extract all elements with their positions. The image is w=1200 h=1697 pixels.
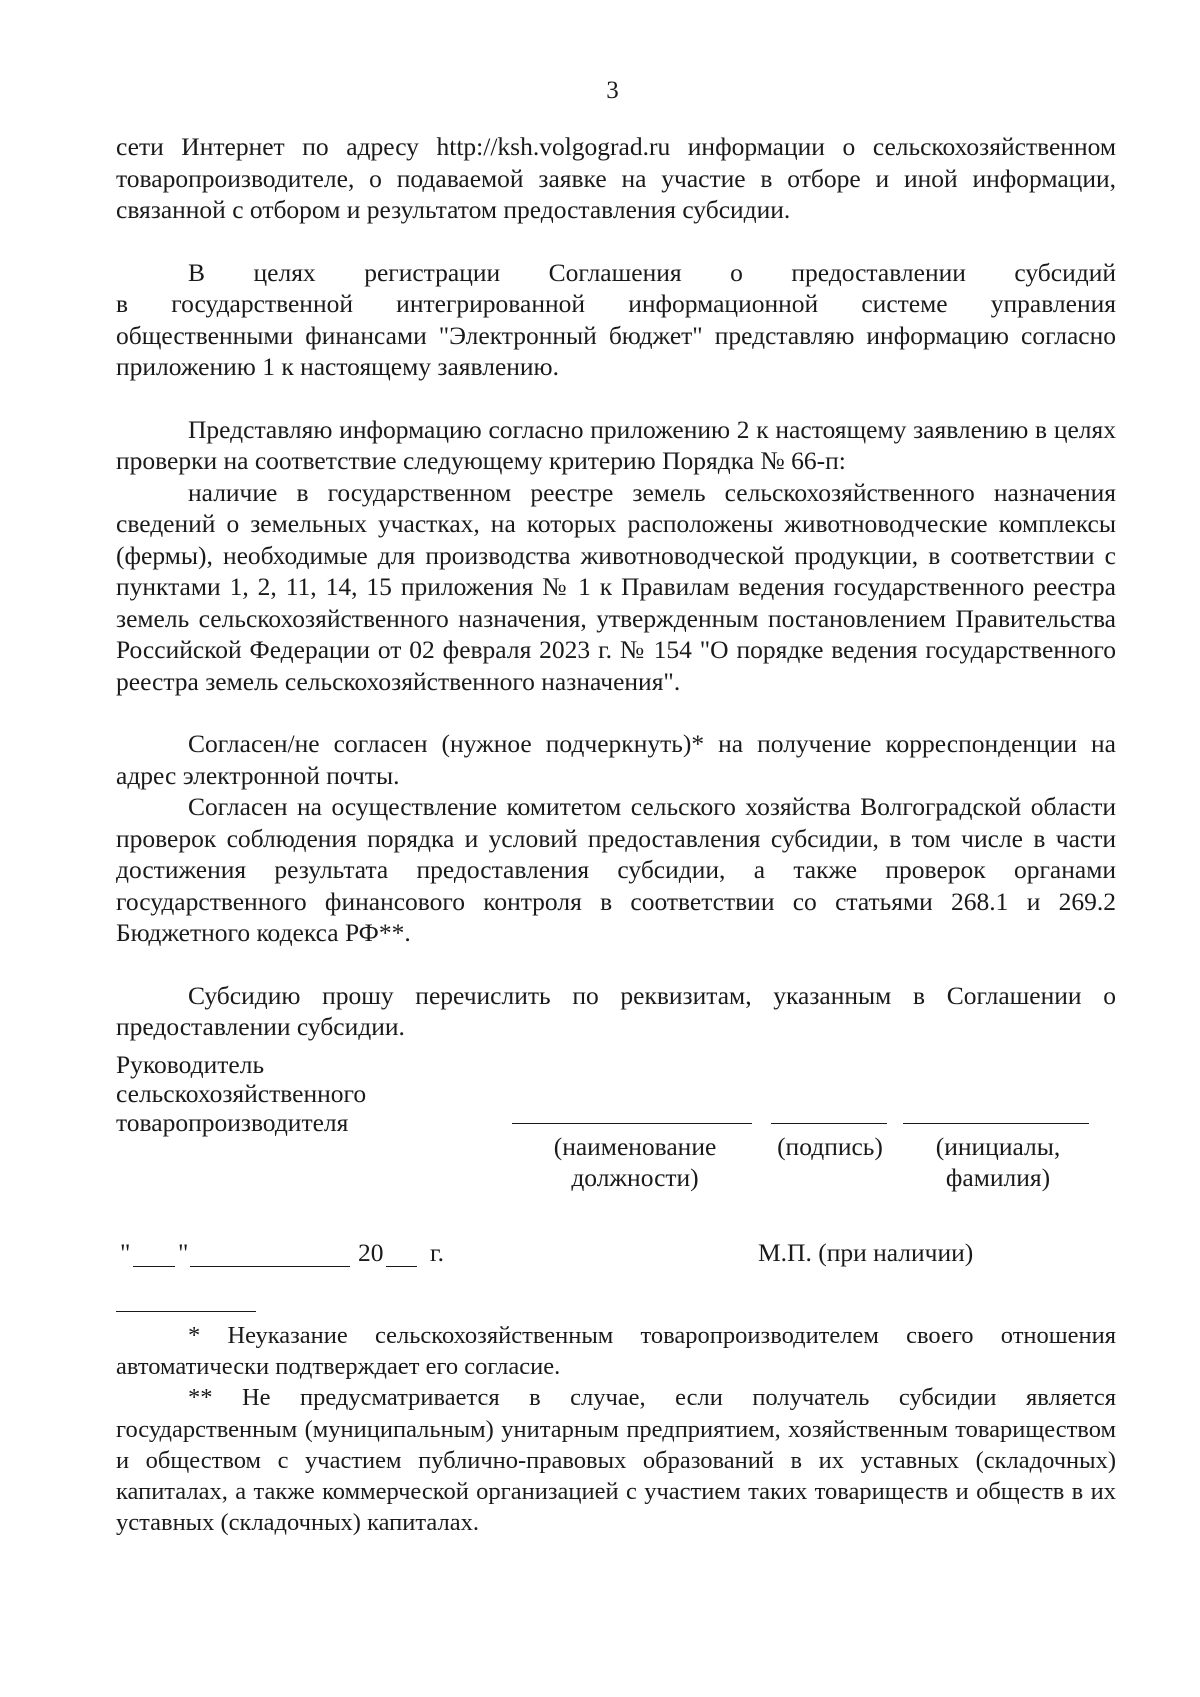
- name-signature-line: [903, 1123, 1089, 1124]
- signature-caption: [770, 1131, 890, 1162]
- date-open-quote: ": [120, 1238, 131, 1267]
- paragraph-transfer-request: Субсидию прошу перечислить по реквизитам, указанным в Соглашении о предоставлении субсидии.: [116, 980, 1116, 1041]
- footnotes: [116, 1320, 1116, 1538]
- paragraph-internet-info: сети Интернет по адресу http://ksh.volgograd.ru информации о сельскохозяйственном товаропроизводителе, о подаваемой заявке на участие в отборе и иной информации, связанной с отбором и результатом предоставления субсидии.: [116, 132, 1116, 224]
- page-number: 3: [606, 77, 619, 104]
- signature-line: [771, 1123, 887, 1124]
- footnote-separator: [116, 1311, 256, 1312]
- paragraph-registration-line2: в государственной интегрированной информационной системе управления: [116, 289, 1116, 318]
- date-day-line: [133, 1266, 175, 1267]
- position-signature-line: [512, 1123, 752, 1124]
- date-year-suffix: г.: [430, 1238, 444, 1267]
- paragraph-email-consent: Согласен/не согласен (нужное подчеркнуть)* на получение корреспонденции на адрес электронной почты.: [116, 729, 1116, 790]
- date-close-quote: ": [178, 1238, 189, 1267]
- signatory-label-line: сельскохозяйственного: [116, 1079, 367, 1108]
- signatory-label-line: товаропроизводителя: [116, 1108, 349, 1137]
- date-year-line: [386, 1266, 417, 1267]
- footnote-1: * Неуказание сельскохозяйственным товаропроизводителем своего отношения автоматически подтверждает его согласие.: [116, 1322, 1116, 1381]
- stamp-placeholder: М.П. (при наличии): [758, 1238, 974, 1267]
- position-caption-line: (наименование: [553, 1132, 717, 1161]
- name-caption-line: фамилия): [945, 1163, 1051, 1192]
- paragraph-appendix-2: Представляю информацию согласно приложению 2 к настоящему заявлению в целях проверки на соответствие следующему критерию Порядка № 66-п:: [116, 414, 1116, 475]
- footnote-2: ** Не предусматривается в случае, если получатель субсидии является государственным (муниципальным) унитарным предприятием, хозяйственным товариществом и обществом с участием публично-правовых образований в их уставных (складочных) капиталах, а также коммерческой организацией с участием таких товариществ и обществ в их уставных (складочных) капиталах.: [116, 1384, 1116, 1537]
- position-caption: [540, 1131, 730, 1193]
- body-text: [116, 131, 1116, 1043]
- position-caption-line: должности): [571, 1163, 699, 1192]
- date-year-prefix: 20: [358, 1238, 384, 1267]
- date-month-line: [190, 1266, 350, 1267]
- paragraph-criterion: наличие в государственном реестре земель сельскохозяйственного назначения сведений о земельных участках, на которых расположены животноводческие комплексы (фермы), необходимые для производства животноводческой продукции, в соответствии с пунктами 1, 2, 11, 14, 15 приложения № 1 к Правилам ведения государственного реестра земель сельскохозяйственного назначения, утвержденным постановлением Правительства Российской Федерации от 02 февраля 2023 г. № 154 "О порядке ведения государственного реестра земель сельскохозяйственного назначения".: [116, 477, 1116, 696]
- paragraph-registration-rest: общественными финансами "Электронный бюджет" представляю информацию согласно приложению 1 к настоящему заявлению.: [116, 320, 1116, 381]
- signatory-label: [116, 1050, 366, 1137]
- signature-caption-line: (подпись): [777, 1132, 883, 1161]
- name-caption-line: (инициалы,: [935, 1132, 1061, 1161]
- paragraph-registration-line1: В целях регистрации Соглашения о предоставлении субсидий: [188, 257, 1116, 287]
- signatory-label-line: Руководитель: [116, 1050, 265, 1079]
- paragraph-inspection-consent: Согласен на осуществление комитетом сельского хозяйства Волгоградской области проверок соблюдения порядка и условий предоставления субсидии, в том числе в части достижения результата предоставления субсидии, а также проверок органами государственного финансового контроля в соответствии со статьями 268.1 и 269.2 Бюджетного кодекса РФ**.: [116, 792, 1116, 947]
- name-caption: [908, 1131, 1088, 1193]
